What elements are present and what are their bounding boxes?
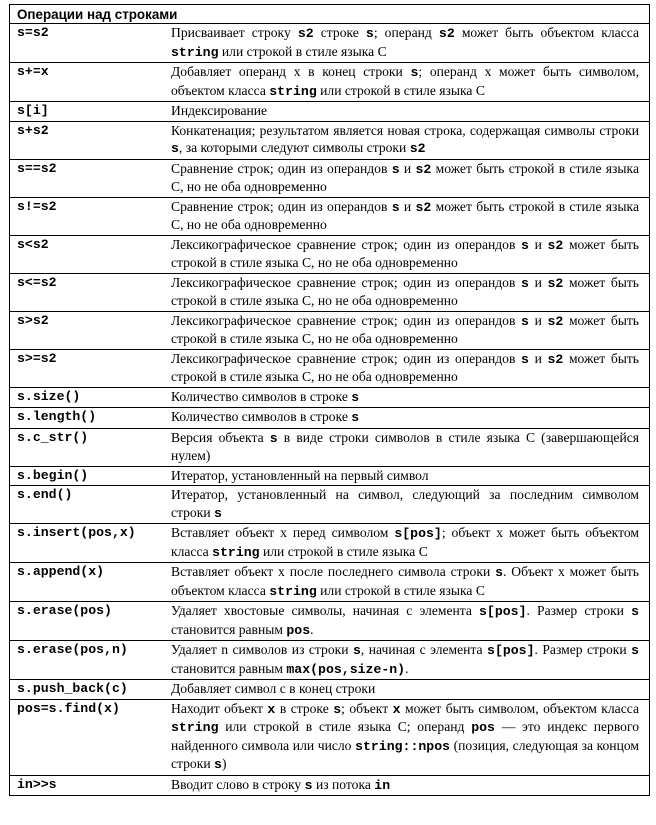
description-text: Вводит слово в строку	[171, 776, 305, 792]
description-text: может быть строкой в стиле языка С, но не оба одновременно	[171, 198, 639, 232]
code-fragment: pos	[471, 720, 495, 735]
code-fragment: s	[521, 351, 529, 367]
table-row	[10, 641, 649, 680]
operation-cell: s.push_back(c)	[10, 680, 167, 700]
code-fragment: string	[269, 583, 317, 599]
table-row	[10, 602, 649, 641]
description-text: Конкатенация; результатом является новая строка, содержащая символы строки	[171, 122, 639, 138]
description-text: ; объект x может быть объектом класса	[171, 525, 639, 559]
operation-cell: s.size()	[10, 387, 167, 408]
table-row	[10, 349, 649, 387]
description-text: . Размер строки	[534, 642, 632, 657]
description-text: Добавляет символ c в конец строки	[171, 681, 376, 696]
description-text: и	[399, 160, 416, 176]
operation-cell: s+s2	[10, 121, 167, 159]
description-text: Лексикографическое сравнение строк; один из операндов	[171, 312, 522, 328]
description-text: , за которыми следуют символы строки	[178, 140, 410, 155]
description-text: и	[528, 312, 548, 328]
description-text: или строкой в стиле языка С	[316, 82, 485, 98]
code-fragment: s2	[297, 26, 314, 41]
description-text: Вставляет объект x после последнего символа строки	[171, 564, 496, 579]
operation-cell: pos=s.find(x)	[10, 699, 167, 775]
description-text: (позиция, следующая за концом строки	[171, 737, 639, 771]
description-cell	[167, 273, 649, 311]
code-fragment: s2	[547, 351, 564, 367]
description-text: )	[221, 756, 227, 771]
code-fragment: s	[304, 777, 313, 793]
description-text: ; операнд x может быть символом, объектом класса	[171, 64, 639, 98]
code-fragment: s2	[409, 141, 426, 156]
operation-cell: s.length()	[10, 408, 167, 429]
description-text: Итератор, установленный на первый символ	[171, 467, 429, 483]
code-fragment: s	[391, 199, 400, 215]
description-text: из потока	[312, 776, 375, 792]
description-cell	[167, 311, 649, 349]
description-cell	[167, 680, 649, 700]
description-text: в строке	[275, 700, 334, 716]
table-row	[10, 387, 649, 408]
description-cell	[167, 486, 649, 524]
code-fragment: s[pos]	[394, 526, 442, 541]
description-text: Удаляет n символов из строки	[171, 642, 353, 657]
operation-cell: s>s2	[10, 311, 167, 349]
table-body	[10, 24, 649, 795]
table-row	[10, 63, 649, 102]
operation-cell: in>>s	[17, 776, 57, 792]
description-text: может быть строкой в стиле языка С, но не оба одновременно	[171, 274, 640, 308]
table-row	[10, 102, 649, 122]
description-text: или строкой в стиле языка С	[218, 43, 387, 59]
description-cell	[167, 408, 649, 429]
table-row	[10, 408, 649, 429]
description-cell	[167, 102, 649, 122]
description-cell	[167, 466, 649, 486]
table-row	[10, 235, 649, 273]
code-fragment: s	[631, 643, 640, 658]
description-text: может быть строкой в стиле языка С, но не оба одновременно	[171, 236, 640, 270]
description-cell	[167, 524, 649, 563]
description-text: ; операнд	[373, 25, 439, 40]
table-row	[10, 563, 649, 602]
description-cell	[167, 602, 649, 641]
description-text: ; объект	[341, 700, 393, 716]
code-fragment: s	[521, 275, 529, 291]
operation-cell: s!=s2	[10, 197, 167, 235]
code-fragment: string	[171, 720, 219, 735]
description-cell	[167, 387, 649, 408]
table-row	[10, 121, 649, 159]
description-text: или строкой в стиле языка С	[259, 543, 428, 559]
description-text: Лексикографическое сравнение строк; один из операндов	[171, 350, 522, 366]
table-row	[10, 197, 649, 235]
description-text: становится равным	[171, 660, 287, 676]
table-row	[10, 699, 649, 775]
string-operations-table	[9, 4, 650, 796]
operation-cell: s>=s2	[10, 349, 167, 387]
code-fragment: string	[171, 44, 219, 60]
operation-cell: s.c_str()	[10, 428, 167, 466]
description-text: становится равным	[171, 621, 287, 637]
code-fragment: s[pos]	[487, 643, 535, 658]
table-title: Операции над строками	[10, 5, 649, 24]
code-fragment: s	[351, 410, 360, 425]
operation-cell: s.erase(pos,n)	[10, 641, 167, 680]
description-text: Добавляет операнд x в конец строки	[171, 64, 411, 79]
table-row	[10, 466, 649, 486]
code-fragment: pos	[286, 622, 311, 638]
operations-table	[10, 24, 649, 795]
description-text: . Размер строки	[526, 603, 632, 618]
description-text: — это индекс первого найденного символа или число	[171, 719, 640, 753]
description-text: может быть строкой в стиле языка С, но не оба одновременно	[171, 350, 640, 384]
code-fragment: s	[495, 565, 504, 580]
description-cell	[167, 775, 649, 795]
description-cell	[167, 63, 649, 102]
description-cell	[167, 197, 649, 235]
table-row	[10, 486, 649, 524]
code-fragment: x	[392, 701, 401, 717]
description-text: может быть символом, объектом класса	[400, 700, 639, 716]
code-fragment: x	[267, 701, 276, 717]
description-cell	[167, 121, 649, 159]
description-text: может быть объектом класса	[454, 25, 639, 40]
operation-cell: s.append(x)	[10, 563, 167, 602]
code-fragment: s2	[547, 275, 564, 291]
description-text: и	[528, 350, 548, 366]
description-text: или строкой в стиле языка С	[316, 582, 485, 598]
description-text: . Объект x может быть объектом класса	[171, 564, 639, 598]
description-text: Индексирование	[171, 103, 268, 118]
description-text: Удаляет хвостовые символы, начиная с элемента	[171, 603, 480, 618]
description-cell	[167, 428, 649, 466]
code-fragment: s	[269, 430, 278, 446]
code-fragment: s	[521, 237, 529, 253]
description-cell	[167, 349, 649, 387]
description-text: Сравнение строк; один из операндов	[171, 160, 392, 176]
description-text: и	[528, 236, 548, 252]
code-fragment: s	[410, 65, 419, 80]
description-text: Вставляет объект x перед символом	[171, 525, 395, 540]
table-row	[10, 524, 649, 563]
operation-cell: s.insert(pos,x)	[10, 524, 167, 563]
code-fragment: max(pos,size-n)	[286, 661, 406, 677]
code-fragment: s	[352, 643, 361, 658]
operation-cell: s<=s2	[10, 273, 167, 311]
description-text: Итератор, установленный на символ, следующий за последним символом строки	[171, 487, 639, 520]
operation-cell: s.begin()	[10, 466, 167, 486]
operation-cell: s.end()	[10, 486, 167, 524]
code-fragment: s	[214, 505, 222, 521]
code-fragment: s2	[438, 26, 455, 41]
description-cell	[167, 235, 649, 273]
code-fragment: string	[269, 83, 317, 99]
description-text: Лексикографическое сравнение строк; один из операндов	[171, 236, 522, 252]
code-fragment: string	[212, 544, 260, 560]
description-text: в виде строки символов в стиле языка С (завершающейся нулем)	[171, 429, 640, 463]
description-text: может быть строкой в стиле языка С, но не оба одновременно	[171, 160, 639, 194]
operation-cell: s.erase(pos)	[10, 602, 167, 641]
description-text: Присваивает строку	[171, 25, 298, 40]
code-fragment: s	[351, 389, 360, 405]
description-cell	[167, 159, 649, 197]
table-row	[10, 680, 649, 700]
description-text: Количество символов в строке	[171, 388, 352, 404]
operation-cell: s<s2	[10, 235, 167, 273]
operation-cell: s[i]	[10, 102, 167, 122]
description-text: или строкой в стиле языка С; операнд	[218, 719, 472, 734]
code-fragment: s	[214, 757, 222, 772]
table-row	[10, 24, 649, 63]
code-fragment: s[pos]	[479, 604, 527, 619]
code-fragment: s	[391, 161, 400, 177]
operation-cell: s==s2	[10, 159, 167, 197]
description-text: .	[405, 660, 409, 676]
table-row	[10, 428, 649, 466]
code-fragment: s	[365, 26, 374, 41]
description-cell	[167, 641, 649, 680]
table-row	[10, 311, 649, 349]
code-fragment: s	[333, 701, 342, 717]
code-fragment: s	[171, 141, 179, 156]
table-row	[10, 159, 649, 197]
description-text: и	[399, 198, 416, 214]
code-fragment: s2	[547, 313, 564, 329]
table-row	[10, 273, 649, 311]
table-row	[10, 775, 649, 795]
description-cell	[167, 699, 649, 775]
description-text: Количество символов в строке	[171, 409, 352, 424]
description-cell	[167, 563, 649, 602]
code-fragment: string::npos	[355, 738, 451, 754]
description-text: Лексикографическое сравнение строк; один из операндов	[171, 274, 522, 290]
code-fragment: s2	[547, 237, 564, 253]
description-text: Находит объект	[171, 700, 268, 716]
code-fragment: in	[374, 777, 391, 793]
code-fragment: s2	[415, 199, 432, 215]
description-text: может быть строкой в стиле языка С, но не оба одновременно	[171, 312, 640, 346]
description-text: .	[310, 621, 314, 637]
code-fragment: s	[631, 604, 639, 619]
description-cell	[167, 24, 649, 63]
code-fragment: s2	[415, 161, 432, 177]
description-text: , начиная с элемента	[360, 642, 488, 657]
description-text: строке	[313, 25, 366, 40]
code-fragment: s	[521, 313, 529, 329]
description-text: Сравнение строк; один из операндов	[171, 198, 392, 214]
description-text: Версия объекта	[171, 429, 270, 445]
operation-cell: s+=x	[10, 63, 167, 102]
description-text: и	[528, 274, 548, 290]
operation-cell: s=s2	[10, 24, 167, 63]
